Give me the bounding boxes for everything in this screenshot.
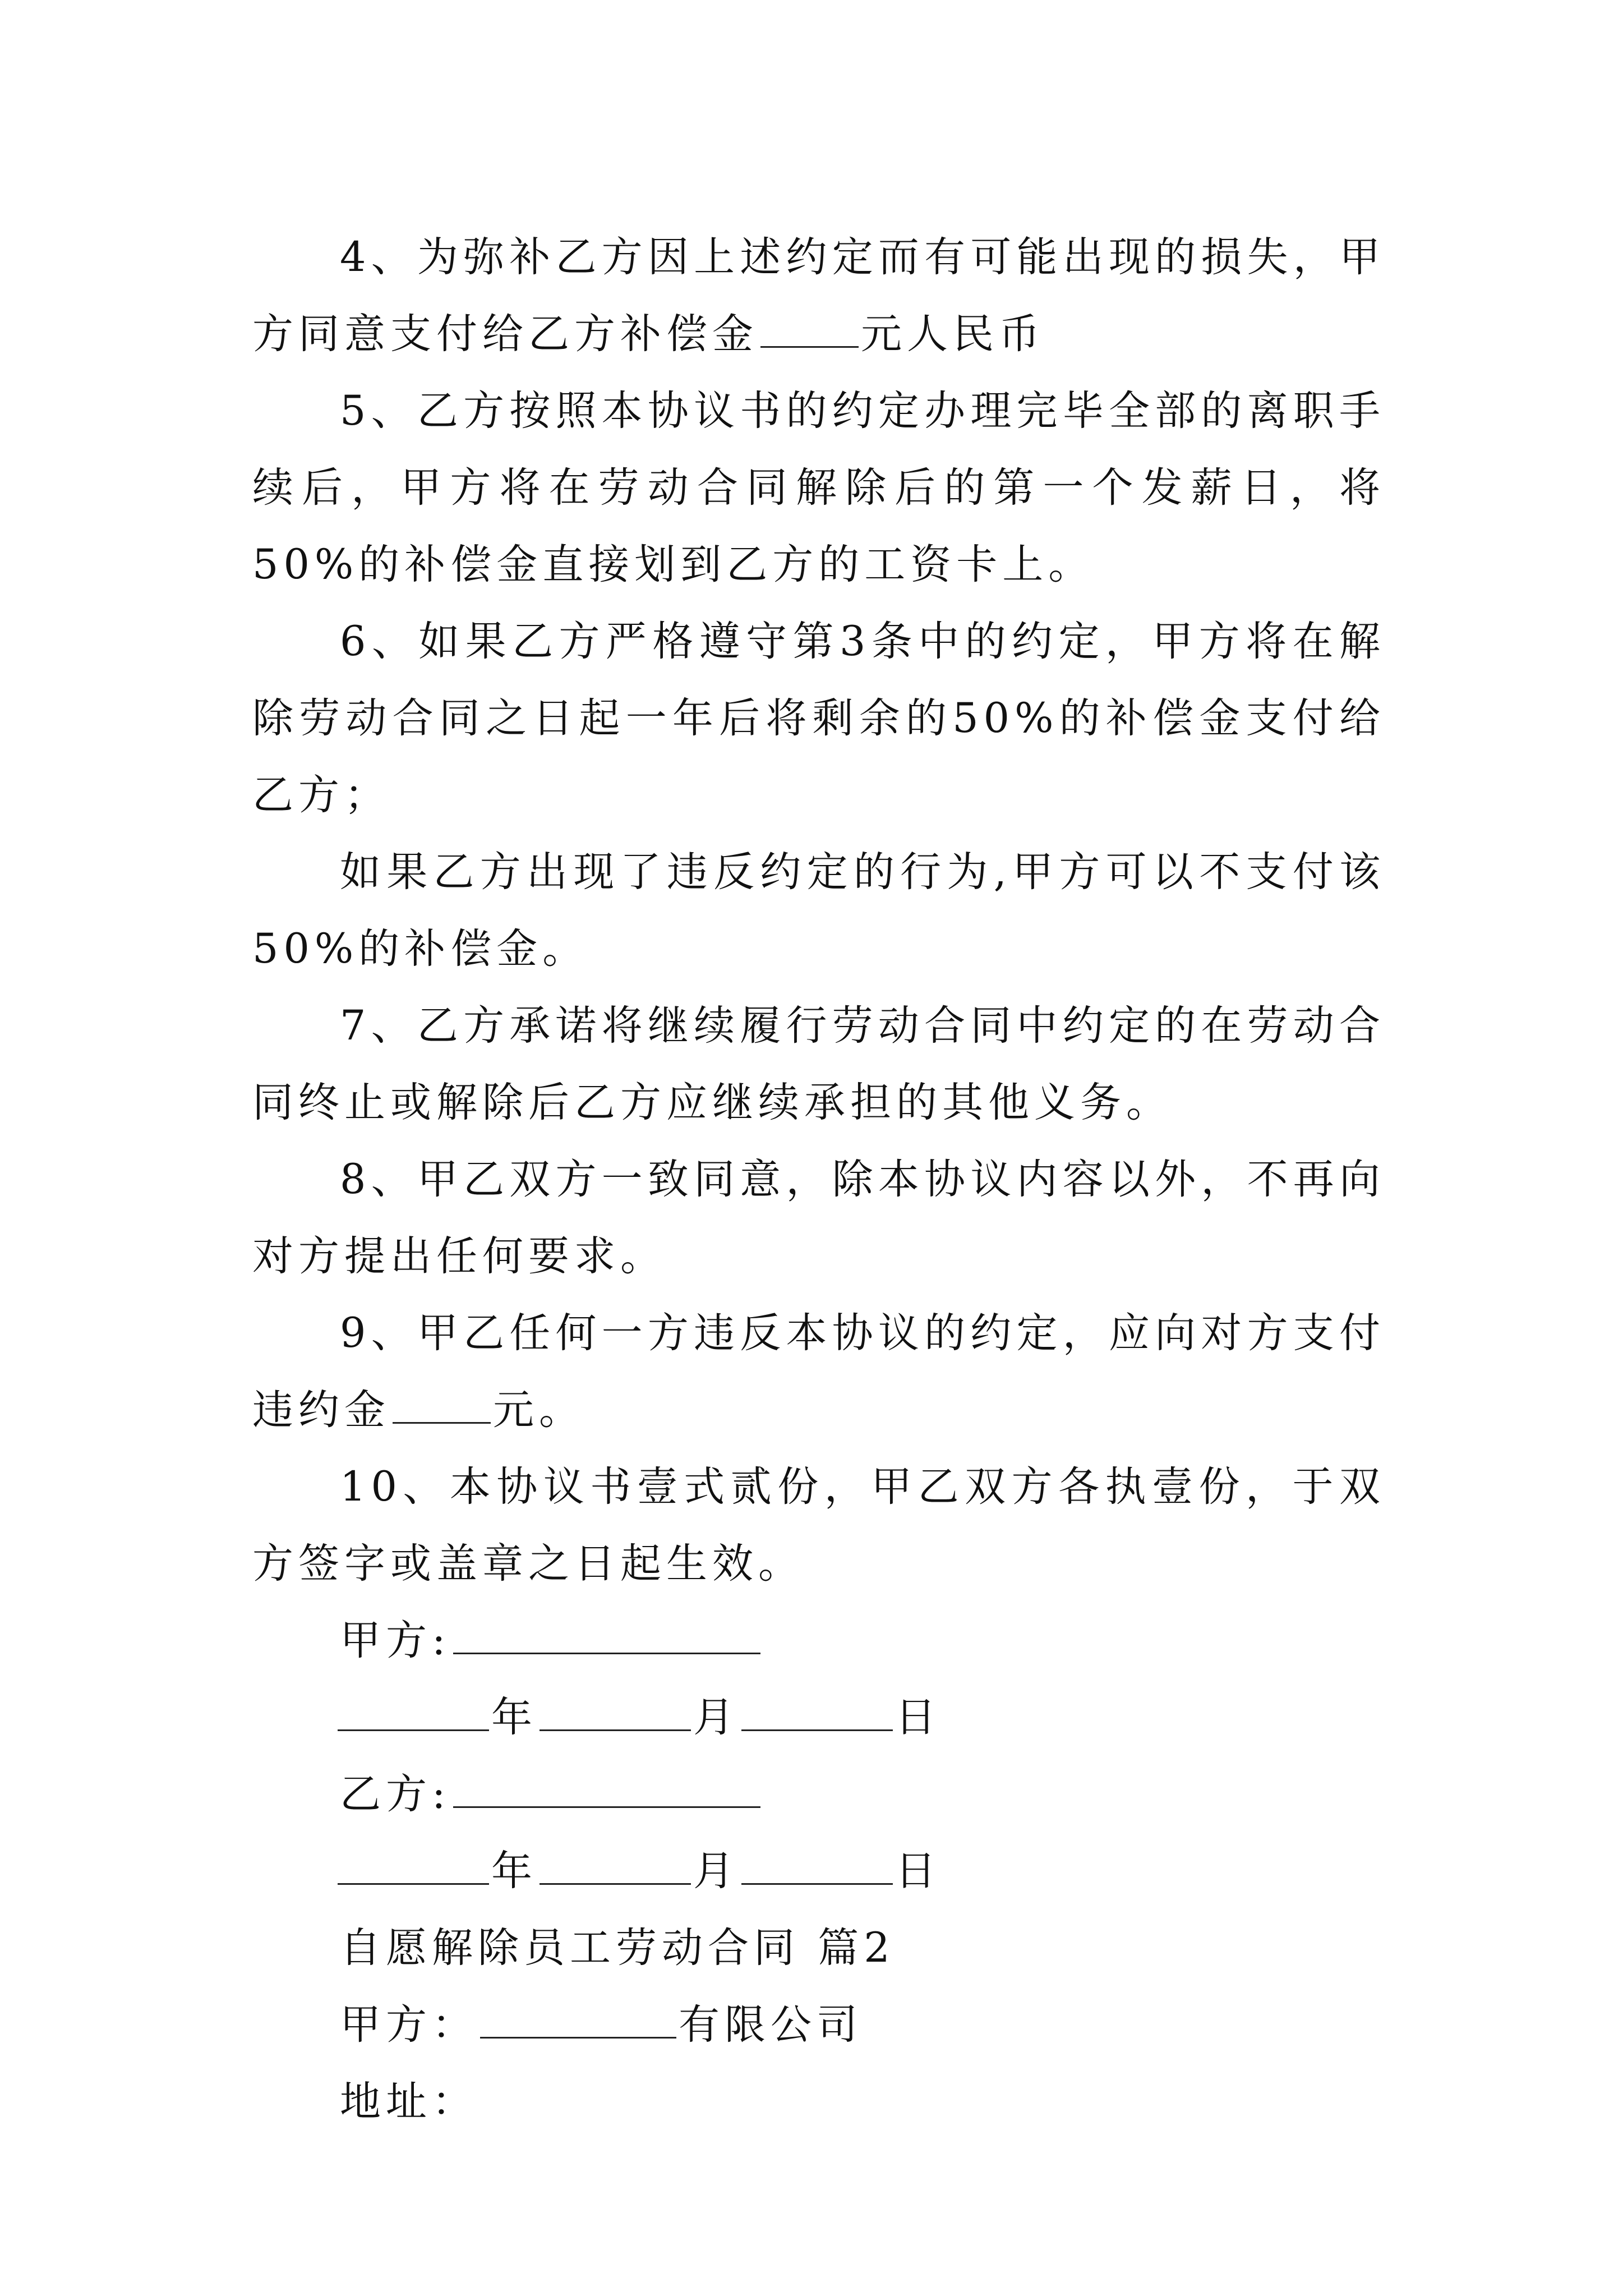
clause-4 (252, 219, 1385, 372)
company-name-blank (480, 2002, 676, 2039)
month-label: 月 (693, 1694, 739, 1741)
party-a-signature-blank (453, 1618, 760, 1654)
party-b-signature-blank (453, 1772, 760, 1808)
party-b-label: 乙方: (340, 1770, 451, 1818)
penalty-amount-blank (393, 1387, 491, 1424)
clause-4-text: 4、为弥补乙方因上述约定而有可能出现的损失，甲方同意支付给乙方补偿金 (252, 233, 1385, 358)
party-a-day-blank (741, 1695, 893, 1731)
document-page (252, 219, 1385, 2140)
year-label: 年 (491, 1694, 537, 1741)
party-b-signature-line (252, 1756, 1385, 1833)
section-2-party-a-line (252, 1986, 1385, 2063)
party-b-month-blank (540, 1848, 691, 1885)
clause-10: 10、本协议书壹式贰份，甲乙双方各执壹份，于双方签字或盖章之日起生效。 (252, 1463, 1385, 1588)
party-b-year-blank (338, 1848, 489, 1885)
compensation-amount-blank (760, 311, 859, 348)
year-label: 年 (491, 1847, 537, 1895)
party-a-label: 甲方: (340, 1617, 451, 1664)
clause-8: 8、甲乙双方一致同意，除本协议内容以外，不再向对方提出任何要求。 (252, 1156, 1385, 1280)
party-b-date-line (252, 1833, 1385, 1910)
company-suffix: 有限公司 (679, 2001, 863, 2049)
clause-4-suffix: 元人民币 (861, 310, 1045, 358)
clause-9-text: 9、甲乙任何一方违反本协议的约定，应向对方支付违约金 (252, 1309, 1385, 1434)
party-a-signature-line (252, 1602, 1385, 1679)
month-label: 月 (693, 1847, 739, 1895)
section-2-title: 自愿解除员工劳动合同 篇2 (340, 1924, 895, 1972)
clause-6: 6、如果乙方严格遵守第3条中的约定，甲方将在解除劳动合同之日起一年后将剩余的50%的补偿金支付给乙方； (252, 618, 1385, 819)
clause-9-suffix: 元。 (493, 1386, 585, 1434)
clause-5: 5、乙方按照本协议书的约定办理完毕全部的离职手续后，甲方将在劳动合同解除后的第一个发薪日，将50%的补偿金直接划到乙方的工资卡上。 (252, 387, 1385, 588)
address-label: 地址： (340, 2078, 478, 2125)
party-a-date-line (252, 1679, 1385, 1756)
party-a-year-blank (338, 1695, 489, 1731)
section-2-party-a-label: 甲方： (340, 2001, 478, 2049)
party-b-day-blank (741, 1848, 893, 1885)
clause-9 (252, 1295, 1385, 1448)
section-2-address-line (252, 2063, 1385, 2140)
day-label: 日 (895, 1847, 941, 1895)
clause-7: 7、乙方承诺将继续履行劳动合同中约定的在劳动合同终止或解除后乙方应继续承担的其他义务。 (252, 1002, 1385, 1126)
party-a-month-blank (540, 1695, 691, 1731)
clause-6-continued: 如果乙方出现了违反约定的行为,甲方可以不支付该50%的补偿金。 (252, 848, 1385, 973)
day-label: 日 (895, 1694, 941, 1741)
